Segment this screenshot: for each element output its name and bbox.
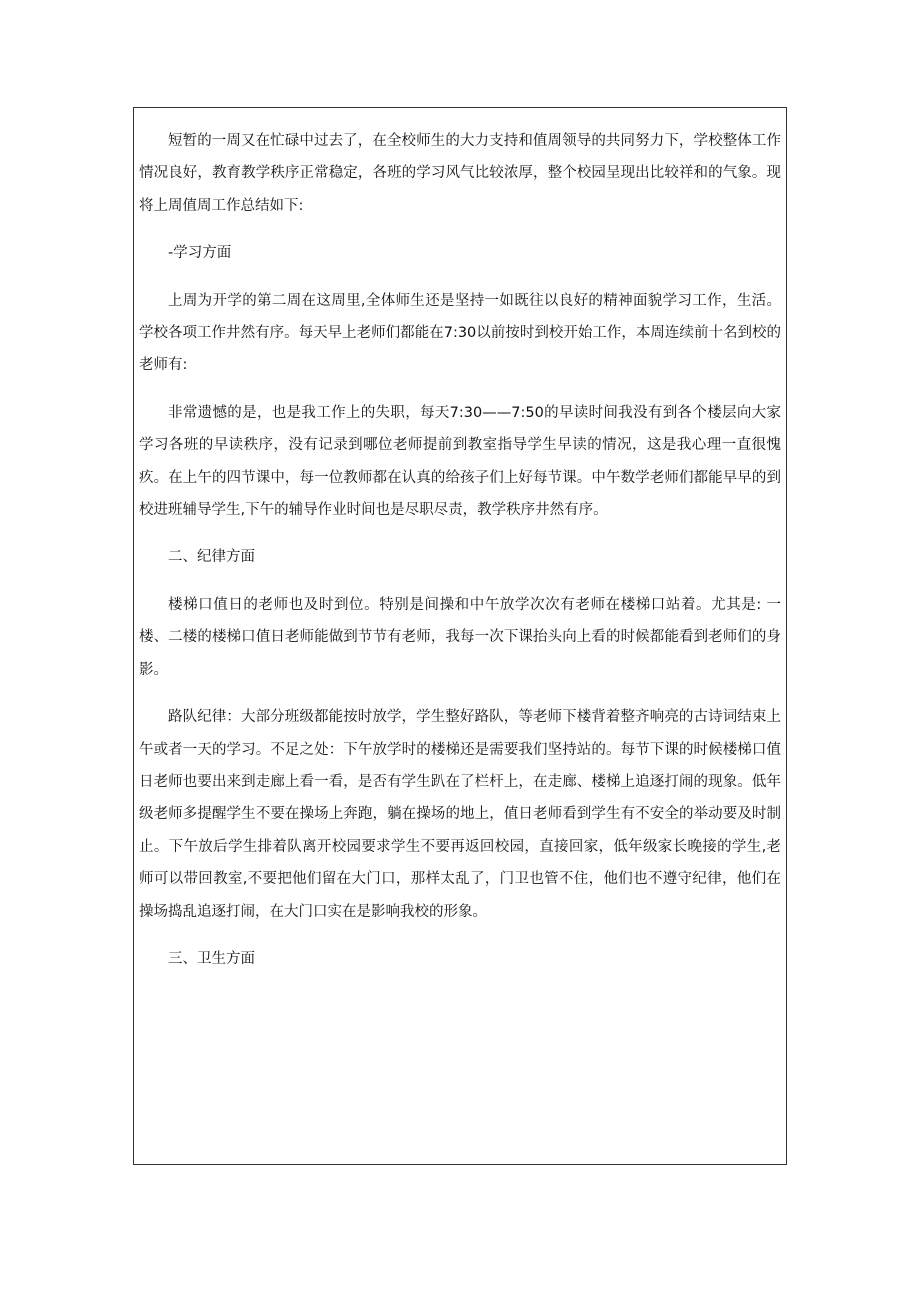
morning-reading-paragraph: 非常遗憾的是，也是我工作上的失职，每天7:30——7:50的早读时间我没有到各个楼层向大家学习各班的早读秩序，没有记录到哪位老师提前到教室指导学生早读的情况，这是我心理一直很愧疚。在上午的四节课中，每一位教师都在认真的给孩子们上好每节课。中午数学老师们都能早早的到校进班辅导学生,下午的辅导作业时间也是尽职尽责，教学秩序井然有序。	[139, 404, 781, 519]
document-body	[133, 107, 787, 990]
section-heading-study: -学习方面	[168, 245, 232, 262]
intro-paragraph: 短暂的一周又在忙碌中过去了，在全校师生的大力支持和值周领导的共同努力下，学校整体工作情况良好，教育教学秩序正常稳定，各班的学习风气比较浓厚，整个校园呈现出比较祥和的气象。现将上周值周工作总结如下:	[139, 133, 781, 214]
study-paragraph: 上周为开学的第二周在这周里,全体师生还是坚持一如既往以良好的精神面貌学习工作，生活。学校各项工作井然有序。每天早上老师们都能在7:30以前按时到校开始工作，本周连续前十名到校的老师有:	[139, 292, 781, 374]
stairway-duty-paragraph: 楼梯口值日的老师也及时到位。特别是间操和中午放学次次有老师在楼梯口站着。尤其是: 一楼、二楼的楼梯口值日老师能做到节节有老师，我每一次下课抬头向上看的时候都能看到老师们的身影。	[139, 596, 781, 678]
route-discipline-paragraph: 路队纪律：大部分班级都能按时放学，学生整好路队，等老师下楼背着整齐响亮的古诗词结束上午或者一天的学习。不足之处：下午放学时的楼梯还是需要我们坚持站的。每节下课的时候楼梯口值日老师也要出来到走廊上看一看，是否有学生趴在了栏杆上，在走廊、楼梯上追逐打闹的现象。低年级老师多提醒学生不要在操场上奔跑，躺在操场的地上，值日老师看到学生有不安全的举动要及时制止。下午放后学生排着队离开校园要求学生不要再返回校园，直接回家，低年级家长晚接的学生,老师可以带回教室,不要把他们留在大门口，那样太乱了，门卫也管不住，他们也不遵守纪律，他们在操场捣乱追逐打闹，在大门口实在是影响我校的形象。	[139, 709, 781, 920]
section-heading-hygiene: 三、卫生方面	[168, 950, 255, 967]
section-heading-discipline: 二、纪律方面	[168, 549, 255, 566]
